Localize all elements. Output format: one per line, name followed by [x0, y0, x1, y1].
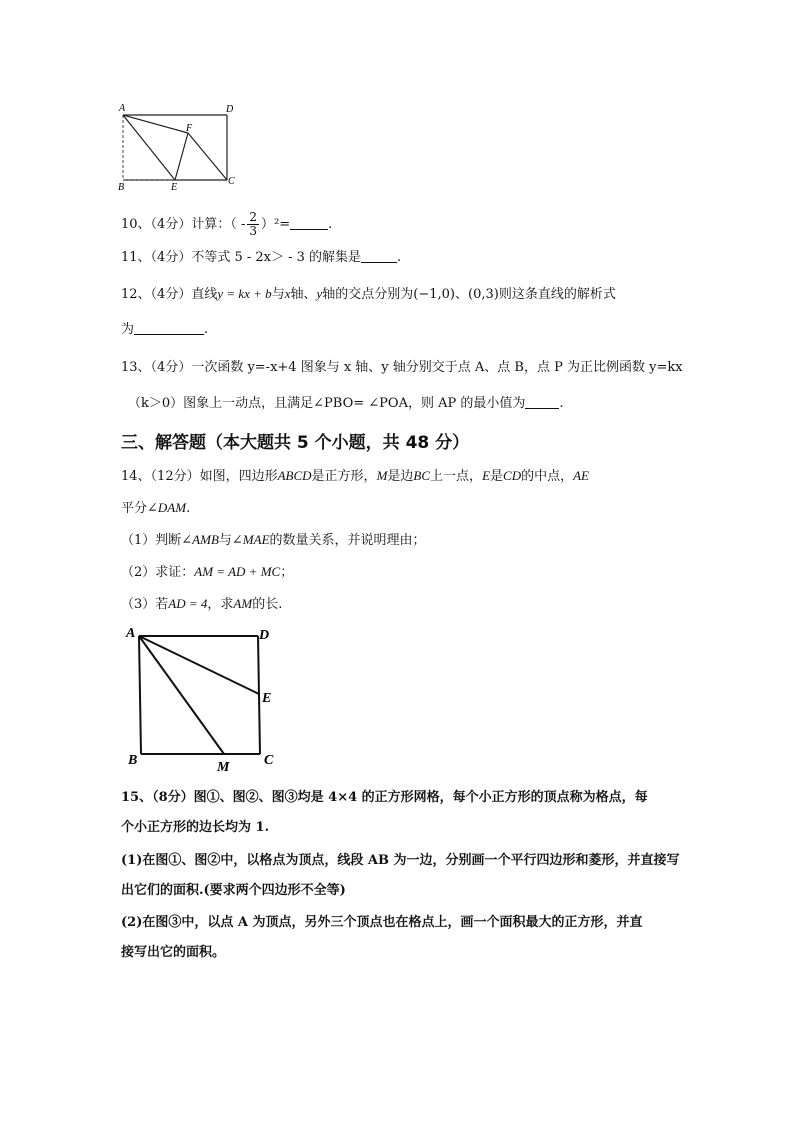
section-title: 三、解答题（本大题共 5 个小题，共 48 分） [121, 433, 470, 453]
fraction: $\frac{2}{3}$ [249, 210, 257, 238]
question-15-line-5: (2)在图③中，以点 A 为顶点，另外三个顶点也在格点上，画一个面积最大的正方形，并直 [121, 915, 643, 930]
question-13-line-1: 13、（4分）一次函数 y=-x+4 图象与 x 轴、y 轴分别交于点 A、点 B，点 P 为正比例函数 y=kx [121, 360, 683, 375]
answer-blank[interactable] [525, 394, 559, 409]
question-12-line-1: 12、（4分）直线y = kx + b与x轴、y轴的交点分别为(−1,0)、(0,3)则这条直线的解析式 [121, 286, 616, 302]
question-13-line-2: （k＞0）图象上一动点，且满足∠PBO= ∠POA，则 AP 的最小值为 . [128, 396, 564, 411]
question-15-line-1: 15、（8分）图①、图②、图③均是 4×4 的正方形网格，每个小正方形的顶点称为格点，每 [121, 790, 648, 805]
label-b: B [128, 753, 138, 768]
question-15-line-6: 接写出它的面积。 [121, 945, 226, 960]
question-14-line-1: 14、（12分）如图，四边形ABCD是正方形，M是边BC上一点，E是CD的中点，AE [121, 468, 589, 484]
label-d: D [226, 104, 234, 115]
figure-square-abcd [120, 622, 290, 774]
label-d: D [259, 628, 270, 643]
label-f: F [186, 123, 193, 134]
question-14-part-1: （1）判断∠AMB与∠MAE的数量关系，并说明理由； [121, 532, 426, 548]
label-e: E [171, 182, 178, 193]
question-11: 11、（4分）不等式 5 - 2x＞ - 3 的解集是 . [121, 250, 402, 265]
label-e: E [262, 691, 272, 706]
figure-rectangle-abcd [110, 98, 250, 194]
answer-blank[interactable] [290, 215, 328, 230]
question-14-part-2: （2）求证：AM = AD + MC； [121, 564, 294, 580]
label-a: A [126, 626, 136, 641]
label-a: A [119, 103, 126, 114]
label-b: B [118, 182, 125, 193]
label-m: M [217, 760, 230, 774]
question-12-line-2: 为 . [121, 322, 209, 337]
answer-blank[interactable] [361, 248, 397, 263]
question-15-line-2: 个小正方形的边长均为 1. [121, 820, 270, 835]
question-15-line-3: (1)在图①、图②中，以格点为顶点，线段 AB 为一边，分别画一个平行四边形和菱形，并直接写 [121, 853, 680, 868]
question-14-line-2: 平分∠DAM. [121, 500, 191, 516]
label-c: C [228, 176, 235, 187]
question-15-line-4: 出它们的面积.(要求两个四边形不全等) [121, 883, 346, 898]
answer-blank[interactable] [134, 320, 204, 335]
question-10: 10、（4分）计算：（ - $\frac{2}{3}$ ）²= . [121, 210, 333, 238]
question-14-part-3: （3）若AD = 4，求AM的长. [121, 596, 283, 612]
label-c: C [264, 753, 274, 768]
